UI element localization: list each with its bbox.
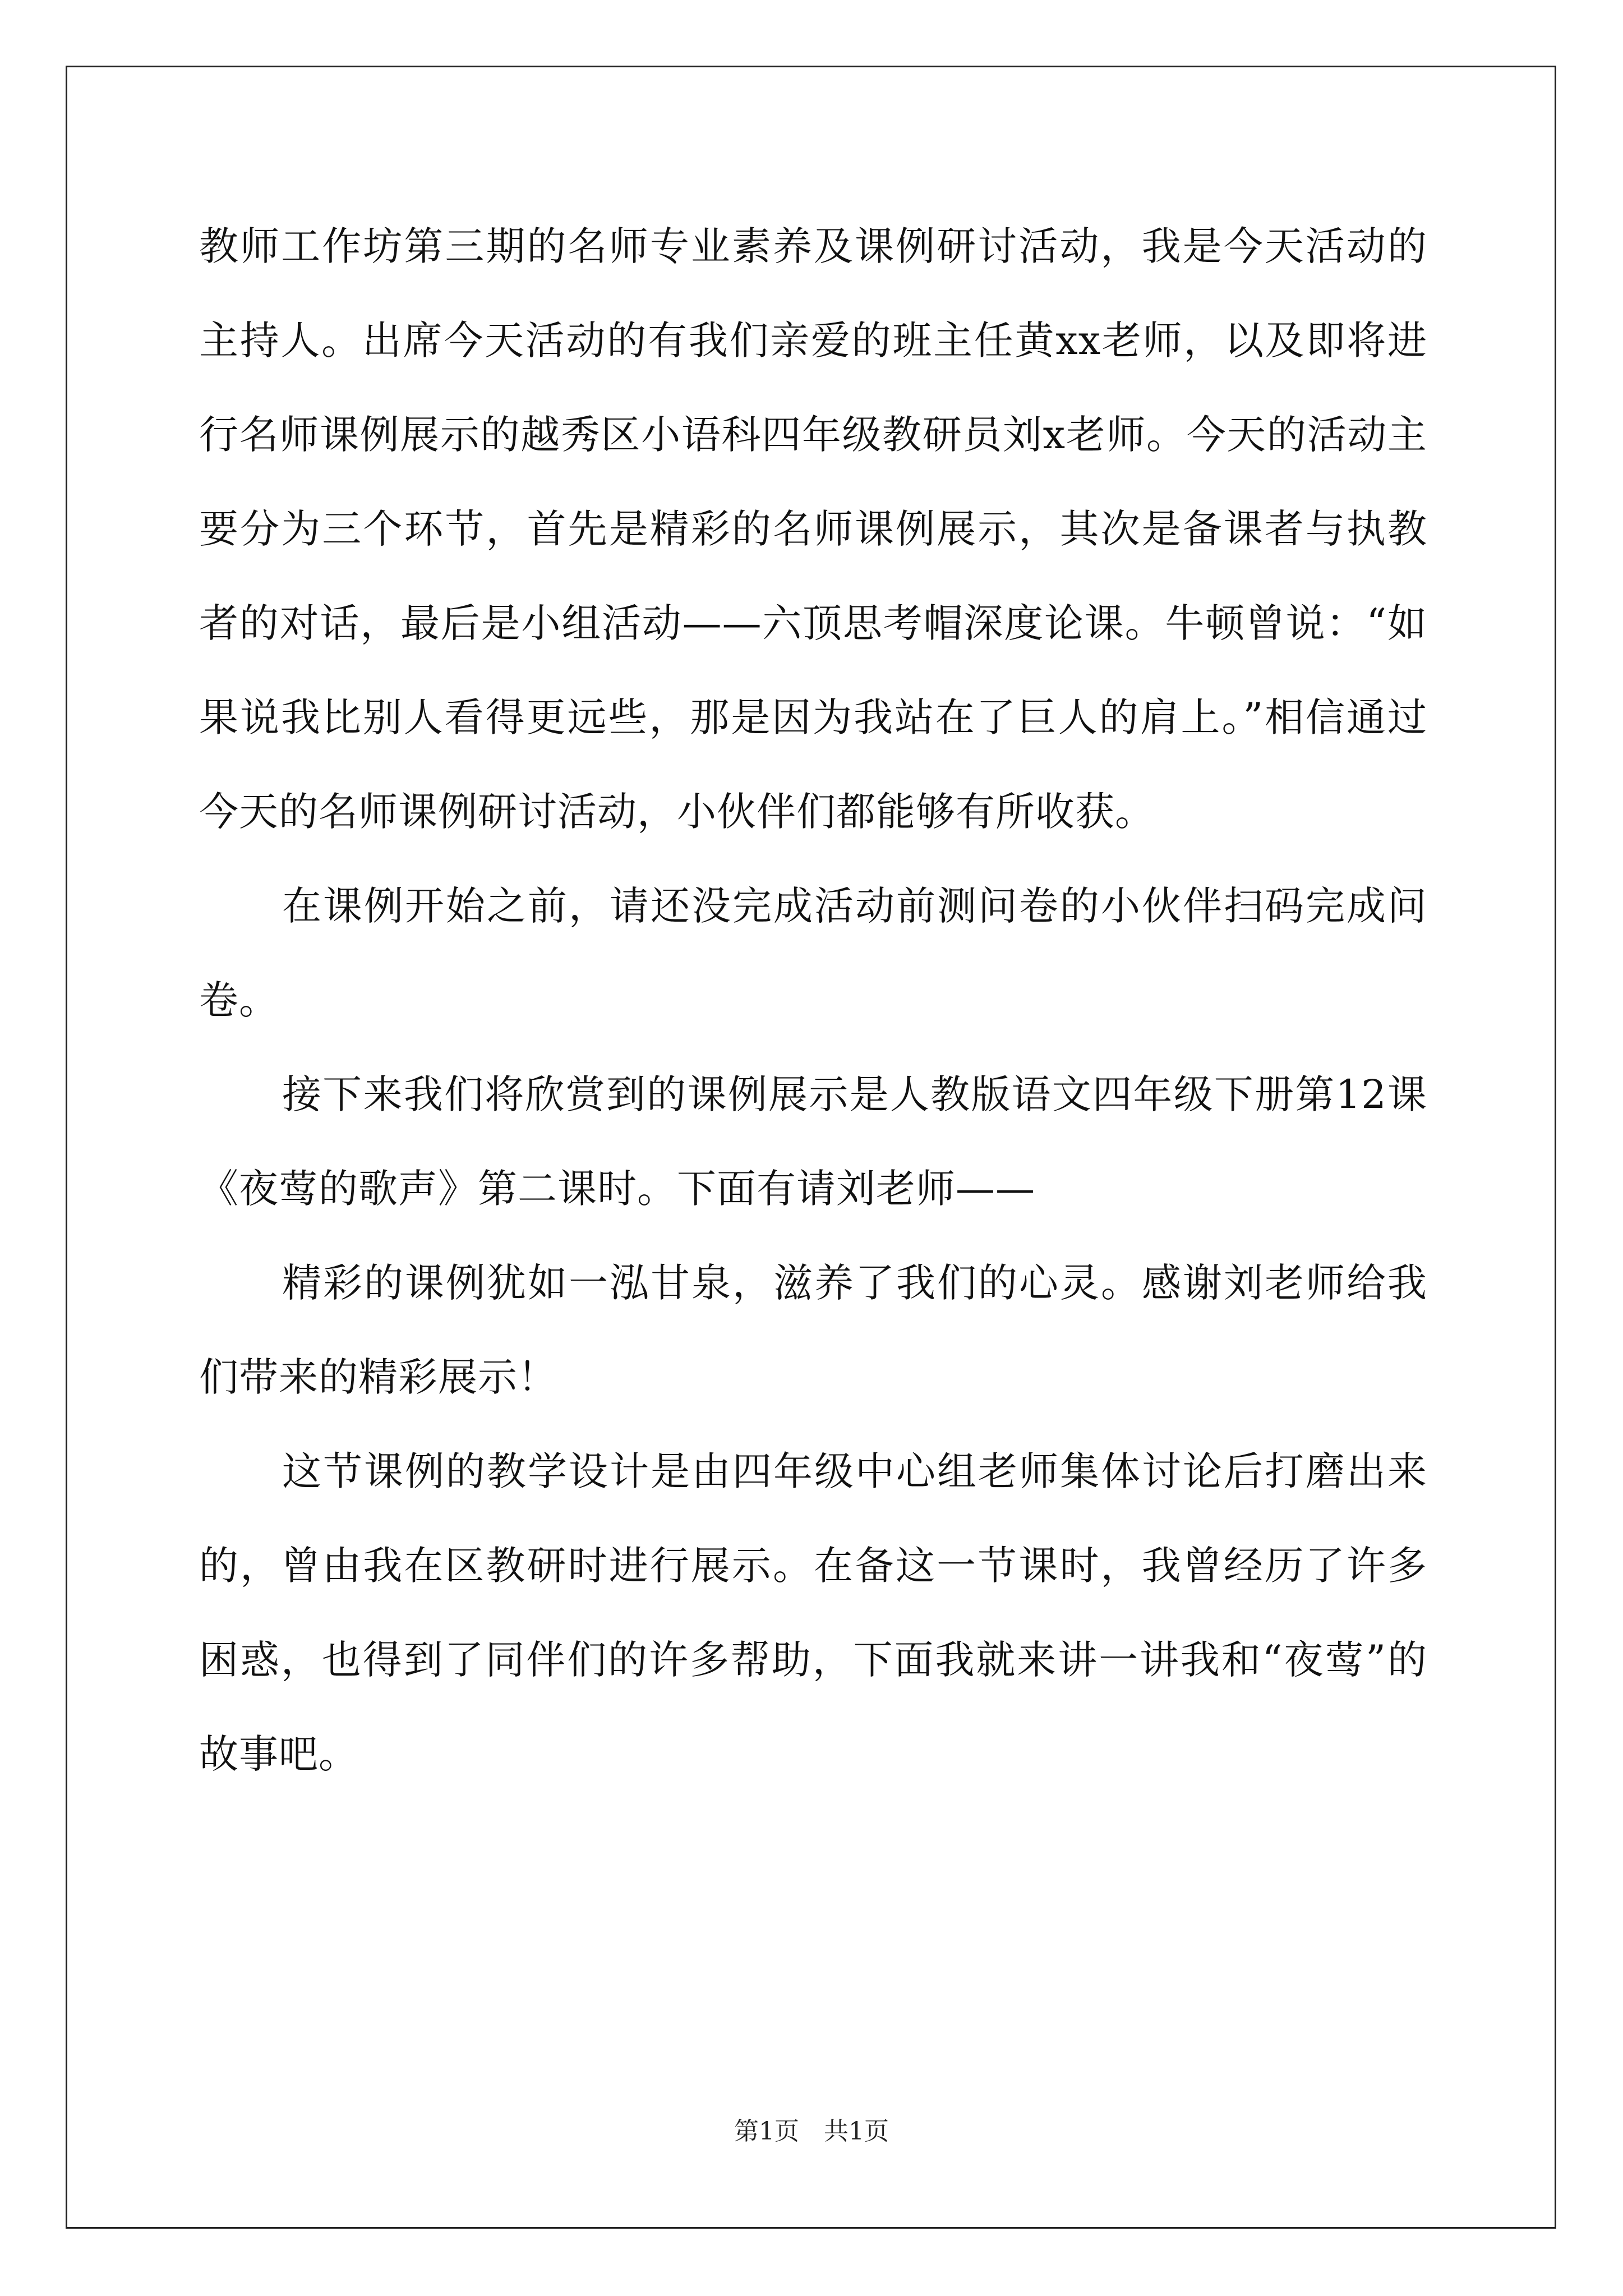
- paragraph-intro: 教师工作坊第三期的名师专业素养及课例研讨活动，我是今天活动的主持人。出席今天活动的有我们亲爱的班主任黄xx老师，以及即将进行名师课例展示的越秀区小语科四年级教研员刘x老师。今天的活动主要分为三个环节，首先是精彩的名师课例展示，其次是备课者与执教者的对话，最后是小组活动——六顶思考帽深度论课。牛顿曾说：“如果说我比别人看得更远些，那是因为我站在了巨人的肩上。”相信通过今天的名师课例研讨活动，小伙伴们都能够有所收获。: [199, 223, 1427, 835]
- paragraph-questionnaire: 在课例开始之前，请还没完成活动前测问卷的小伙伴扫码完成问卷。: [199, 883, 1427, 1023]
- paragraph-story: 这节课例的教学设计是由四年级中心组老师集体讨论后打磨出来的，曾由我在区教研时进行展示。在备这一节课时，我曾经历了许多困惑，也得到了同伴们的许多帮助，下面我就来讲一讲我和“夜莺”的故事吧。: [199, 1448, 1427, 1777]
- paragraph-thanks: 精彩的课例犹如一泓甘泉，滋养了我们的心灵。感谢刘老师给我们带来的精彩展示！: [199, 1260, 1427, 1400]
- page-footer: 第1页 共1页: [734, 2117, 889, 2146]
- document-body: [199, 199, 1427, 1801]
- paragraph-lesson-intro: 接下来我们将欣赏到的课例展示是人教版语文四年级下册第12课《夜莺的歌声》第二课时。下面有请刘老师——: [199, 1071, 1427, 1212]
